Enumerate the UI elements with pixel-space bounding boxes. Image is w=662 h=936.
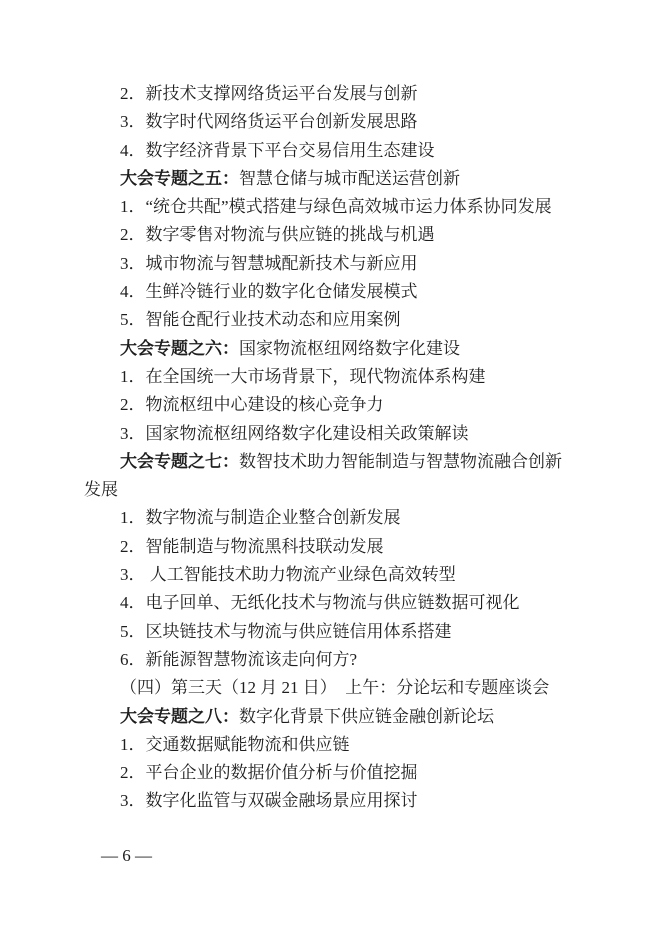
page-footer — [84, 826, 152, 886]
line-text: 2．平台企业的数据价值分析与价值挖掘 — [120, 763, 418, 783]
topic-header-line — [84, 448, 594, 476]
agenda-line — [84, 504, 594, 532]
topic-header-label: 大会专题之七： — [120, 451, 239, 471]
line-text: 国家物流枢纽网络数字化建设 — [239, 338, 460, 358]
agenda-line — [84, 250, 594, 278]
agenda-line — [84, 476, 594, 504]
agenda-line — [84, 420, 594, 448]
line-text: 2．智能制造与物流黑科技联动发展 — [120, 536, 384, 556]
topic-header-label: 大会专题之五： — [120, 168, 239, 188]
line-text: 3．国家物流枢纽网络数字化建设相关政策解读 — [120, 423, 469, 443]
line-text: 3．数字化监管与双碳金融场景应用探讨 — [120, 791, 418, 811]
topic-header-line — [84, 703, 594, 731]
line-text: 1．在全国统一大市场背景下，现代物流体系构建 — [120, 366, 486, 386]
topic-header-label: 大会专题之八： — [120, 706, 239, 726]
agenda-line — [84, 137, 594, 165]
agenda-line — [84, 731, 594, 759]
agenda-line — [84, 108, 594, 136]
agenda-line — [84, 221, 594, 249]
line-text: 5．区块链技术与物流与供应链信用体系搭建 — [120, 621, 452, 641]
agenda-line — [84, 193, 594, 221]
line-text: 4．电子回单、无纸化技术与物流与供应链数据可视化 — [120, 593, 520, 613]
line-text: 1．交通数据赋能物流和供应链 — [120, 734, 350, 754]
agenda-line — [84, 363, 594, 391]
line-text: 4．生鲜冷链行业的数字化仓储发展模式 — [120, 282, 418, 302]
agenda-line — [84, 759, 594, 787]
line-text: 智慧仓储与城市配送运营创新 — [239, 168, 460, 188]
line-text: 3． 人工智能技术助力物流产业绿色高效转型 — [120, 565, 456, 585]
agenda-line — [84, 278, 594, 306]
line-text: （四）第三天（12 月 21 日） 上午：分论坛和专题座谈会 — [120, 678, 550, 698]
topic-header-line — [84, 335, 594, 363]
line-text: 3．数字时代网络货运平台创新发展思路 — [120, 112, 418, 132]
agenda-line — [84, 618, 594, 646]
topic-header-label: 大会专题之六： — [120, 338, 239, 358]
line-text: 3．城市物流与智慧城配新技术与新应用 — [120, 253, 418, 273]
agenda-line — [84, 80, 594, 108]
line-text: 数智技术助力智能制造与智慧物流融合创新 — [239, 451, 562, 471]
topic-header-line — [84, 165, 594, 193]
line-text: 2．物流枢纽中心建设的核心竞争力 — [120, 395, 384, 415]
line-text: 数字化背景下供应链金融创新论坛 — [239, 706, 494, 726]
line-text: 2．新技术支撑网络货运平台发展与创新 — [120, 84, 418, 103]
line-text: 4．数字经济背景下平台交易信用生态建设 — [120, 140, 435, 160]
line-text: 6．新能源智慧物流该走向何方? — [120, 649, 358, 669]
agenda-line — [84, 589, 594, 617]
line-text: 发展 — [84, 480, 118, 500]
line-text: 1．“统仓共配”模式搭建与绿色高效城市运力体系协同发展 — [120, 197, 552, 217]
agenda-line — [84, 533, 594, 561]
agenda-line — [84, 561, 594, 589]
agenda-line — [84, 306, 594, 334]
agenda-line — [84, 674, 594, 702]
agenda-content — [84, 80, 594, 816]
agenda-line — [84, 391, 594, 419]
page-number: — 6 — — [101, 846, 152, 865]
line-text: 1．数字物流与制造企业整合创新发展 — [120, 508, 401, 528]
agenda-line — [84, 787, 594, 815]
agenda-line — [84, 646, 594, 674]
line-text: 5．智能仓配行业技术动态和应用案例 — [120, 310, 401, 330]
line-text: 2．数字零售对物流与供应链的挑战与机遇 — [120, 225, 435, 245]
